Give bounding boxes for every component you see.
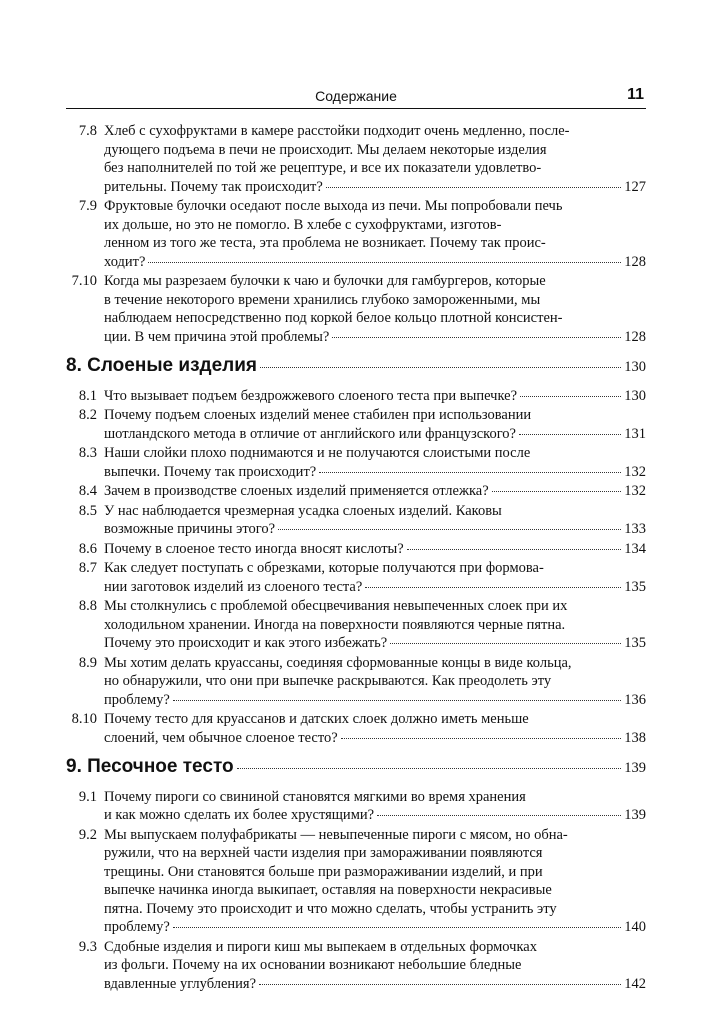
entry-text-line: но обнаружили, что они при выпечке раскрываются. Как преодолеть эту <box>104 673 552 689</box>
entry-last-line <box>104 691 646 710</box>
entry-text-line: проблему? <box>104 919 170 935</box>
entry-text-line: Почему в слоеное тесто иногда вносят кислоты? <box>104 540 404 557</box>
entry-last-line <box>104 387 646 406</box>
entry-number: 8.9 <box>78 654 97 671</box>
toc-entry <box>66 502 646 539</box>
dot-leader <box>492 491 622 492</box>
dot-leader <box>326 187 621 188</box>
dot-leader <box>319 472 621 473</box>
toc-entry <box>66 406 646 443</box>
entry-number: 9.3 <box>78 938 97 955</box>
entry-last-line <box>104 540 646 559</box>
entry-text-line: Зачем в производстве слоеных изделий применяется отлежка? <box>104 483 489 499</box>
table-of-contents <box>66 122 646 994</box>
entry-number: 7.8 <box>78 123 97 139</box>
entry-last-line <box>104 482 646 501</box>
entry-page: 139 <box>624 807 646 823</box>
entry-last-line <box>104 425 646 444</box>
section-heading-8 <box>66 357 646 377</box>
toc-group-chapter-8 <box>66 387 646 748</box>
dot-leader <box>278 529 621 530</box>
entry-text-line: Сдобные изделия и пироги киш мы выпекаем в отдельных формочках <box>104 938 537 955</box>
entry-last-line <box>104 328 646 347</box>
entry-text-line: Мы выпускаем полуфабрикаты — невыпеченные пироги с мясом, но обна- <box>104 826 568 843</box>
dot-leader <box>259 984 621 985</box>
entry-number: 9.2 <box>78 826 97 843</box>
section-title: 8. Слоеные изделия <box>66 355 257 376</box>
entry-page: 130 <box>624 387 646 404</box>
entry-page: 128 <box>624 328 646 345</box>
entry-text-line: ружили, что на верхней части изделия при замораживании появляются <box>104 845 543 861</box>
section-title: 9. Песочное тесто <box>66 756 234 777</box>
toc-entry <box>66 597 646 653</box>
entry-page: 133 <box>624 521 646 537</box>
entry-number: 8.3 <box>78 445 97 461</box>
dot-leader <box>365 587 621 588</box>
entry-text-line: холодильном хранении. Иногда на поверхности появляются черные пятна. <box>104 616 566 633</box>
entry-text-line: У нас наблюдается чрезмерная усадка слоеных изделий. Каковы <box>104 502 502 519</box>
entry-last-line <box>104 975 646 994</box>
entry-page: 135 <box>624 578 646 595</box>
page-number: 11 <box>627 86 644 103</box>
entry-text-line: без наполнителей по той же рецептуре, и все их показатели удовлетво- <box>104 160 542 176</box>
header-title: Содержание <box>315 88 397 104</box>
entry-text-line: ходит? <box>104 253 146 270</box>
entry-text-line: ленном из того же теста, эта проблема не возникает. Почему так проис- <box>104 235 546 251</box>
entry-number: 8.2 <box>78 407 97 423</box>
entry-last-line <box>104 463 646 482</box>
entry-text-line: Когда мы разрезаем булочки к чаю и булочки для гамбургеров, которые <box>104 273 546 289</box>
entry-number: 7.9 <box>78 198 97 214</box>
entry-text-line: вдавленные углубления? <box>104 975 257 992</box>
dot-leader <box>173 700 621 701</box>
entry-text-line: Мы столкнулись с проблемой обесцвечивания невыпеченных слоек при их <box>104 598 568 614</box>
dot-leader <box>237 768 622 769</box>
section-page: 139 <box>624 760 646 776</box>
entry-number: 8.5 <box>78 502 97 519</box>
dot-leader <box>377 815 621 816</box>
entry-text-line: выпечки. Почему так происходит? <box>104 463 317 480</box>
entry-page: 127 <box>624 178 646 195</box>
entry-text-line: шотландского метода в отличие от английского или французского? <box>104 425 516 442</box>
entry-page: 128 <box>624 253 646 270</box>
entry-text-line: в течение некоторого времени хранились глубоко замороженными, мы <box>104 291 541 308</box>
entry-text-line: возможные причины этого? <box>104 521 276 537</box>
entry-page: 132 <box>624 463 646 480</box>
entry-text-line: и как можно сделать их более хрустящими? <box>104 807 375 823</box>
entry-text-line: выпечке начинка иногда выкипает, оставляя на поверхности некрасивые <box>104 882 552 898</box>
entry-text-line: Мы хотим делать круассаны, соединяя сформованные концы в виде кольца, <box>104 654 572 671</box>
toc-entry <box>66 197 646 271</box>
dot-leader <box>148 262 621 263</box>
entry-text-line: наблюдаем непосредственно под коркой белое кольцо плотной консистен- <box>104 310 563 326</box>
entry-text-line: трещины. Они становятся больше при размораживании изделий, и при <box>104 863 543 880</box>
dot-leader <box>173 927 621 928</box>
entry-text-line: дующего подъема в печи не происходит. Мы делаем некоторые изделия <box>104 141 547 158</box>
entry-text-line: Почему подъем слоеных изделий менее стабилен при использовании <box>104 407 532 423</box>
entry-page: 134 <box>624 540 646 557</box>
toc-entry <box>66 938 646 994</box>
entry-page: 136 <box>624 691 646 708</box>
entry-text-line: из фольги. Почему на их основании возникают небольшие бледные <box>104 957 522 973</box>
entry-text-line: Что вызывает подъем бездрожжевого слоеного теста при выпечке? <box>104 387 518 404</box>
entry-last-line <box>104 634 646 653</box>
entry-text-line: нии заготовок изделий из слоеного теста? <box>104 578 363 595</box>
toc-entry <box>66 788 646 825</box>
entry-text-line: рительны. Почему так происходит? <box>104 178 323 195</box>
entry-page: 132 <box>624 483 646 499</box>
entry-number: 8.8 <box>78 598 97 614</box>
entry-text-line: слоений, чем обычное слоеное тесто? <box>104 729 338 746</box>
entry-last-line <box>104 729 646 748</box>
entry-last-line <box>104 578 646 597</box>
entry-text-line: Как следует поступать с обрезками, которые получаются при формова- <box>104 560 544 576</box>
toc-entry <box>66 387 646 406</box>
dot-leader <box>390 643 621 644</box>
dot-leader <box>332 337 621 338</box>
dot-leader <box>520 396 621 397</box>
entry-text-line: Наши слойки плохо поднимаются и не получаются слоистыми после <box>104 445 531 461</box>
entry-number: 8.6 <box>78 540 97 557</box>
entry-number: 7.10 <box>71 273 97 289</box>
toc-entry <box>66 482 646 501</box>
entry-text-line: проблему? <box>104 691 170 708</box>
entry-last-line <box>104 806 646 825</box>
dot-leader <box>260 367 621 368</box>
entry-last-line <box>104 253 646 272</box>
entry-last-line <box>104 918 646 937</box>
dot-leader <box>341 738 622 739</box>
entry-text-line: пятна. Почему это происходит и что можно сделать, чтобы устранить эту <box>104 900 557 917</box>
entry-text-line: Хлеб с сухофруктами в камере расстойки подходит очень медленно, после- <box>104 123 570 139</box>
dot-leader <box>407 549 622 550</box>
toc-group-chapter-7 <box>66 122 646 346</box>
entry-number: 8.4 <box>78 483 97 499</box>
entry-number: 8.7 <box>78 560 97 576</box>
toc-entry <box>66 710 646 747</box>
entry-text-line: Почему тесто для круассанов и датских слоек должно иметь меньше <box>104 711 529 727</box>
entry-last-line <box>104 520 646 539</box>
toc-entry <box>66 654 646 710</box>
entry-text-line: ции. В чем причина этой проблемы? <box>104 328 330 345</box>
entry-page: 131 <box>624 425 646 442</box>
toc-entry <box>66 826 646 937</box>
dot-leader <box>519 434 621 435</box>
entry-number: 9.1 <box>78 788 97 805</box>
entry-number: 8.1 <box>78 387 97 404</box>
entry-page: 142 <box>624 975 646 992</box>
section-heading-9 <box>66 758 646 778</box>
entry-page: 138 <box>624 729 646 746</box>
entry-text-line: Фруктовые булочки оседают после выхода из печи. Мы попробовали печь <box>104 198 563 214</box>
entry-number: 8.10 <box>71 711 97 727</box>
section-page: 130 <box>624 359 646 375</box>
toc-entry <box>66 540 646 559</box>
entry-last-line <box>104 178 646 197</box>
toc-entry <box>66 444 646 481</box>
toc-group-chapter-9 <box>66 788 646 994</box>
entry-text-line: Почему это происходит и как этого избежать? <box>104 635 388 651</box>
entry-page: 135 <box>624 635 646 651</box>
entry-page: 140 <box>624 919 646 935</box>
toc-entry <box>66 122 646 196</box>
toc-entry <box>66 559 646 596</box>
entry-text-line: их дольше, но это не помогло. В хлебе с сухофруктами, изготов- <box>104 216 502 233</box>
entry-text-line: Почему пироги со свининой становятся мягкими во время хранения <box>104 788 526 805</box>
toc-entry <box>66 272 646 346</box>
running-header <box>66 86 646 109</box>
